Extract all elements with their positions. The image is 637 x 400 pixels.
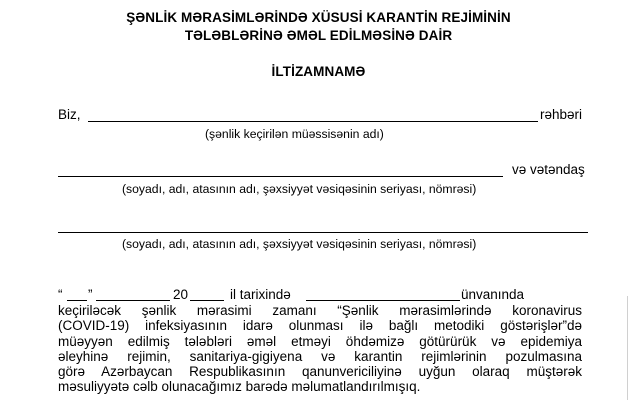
date-close-quote: ” bbox=[88, 287, 93, 302]
commitment-paragraph bbox=[58, 303, 582, 395]
paragraph-line: məsuliyyətə cəlb olunacağımız barədə məlumatlandırılmışıq. bbox=[58, 379, 421, 395]
paragraph-line: görə Azərbaycan Respublikasının qanunvericiliyinə uyğun olaraq müştərək bbox=[58, 364, 582, 380]
institution-name-caption: (şənlik keçirilən müəssisənin adı) bbox=[205, 127, 384, 141]
day-blank[interactable] bbox=[67, 300, 87, 301]
paragraph-line: (COVID-19) infeksiyasının idarə olunması ilə bağlı metodiki göstərişlər”də bbox=[58, 318, 582, 334]
paragraph-line: müəyyən edilmiş tələbləri əməl etməyi öhdəmizə götürürük və epidemiya bbox=[58, 333, 582, 349]
title-line-1: ŞƏNLİK MƏRASİMLƏRİNDƏ XÜSUSİ KARANTİN REJİMİNİN bbox=[126, 10, 511, 25]
citizen2-caption: (soyadı, adı, atasının adı, şəxsiyyət vəsiqəsinin seriyası, nömrəsi) bbox=[122, 237, 477, 251]
address-label: ünvanında bbox=[461, 287, 525, 302]
date-after-year: il tarixində bbox=[230, 287, 291, 302]
date-open-quote: “ bbox=[58, 287, 63, 302]
address-blank[interactable] bbox=[306, 300, 460, 301]
year-blank[interactable] bbox=[190, 300, 224, 301]
year-prefix: 20 bbox=[173, 287, 189, 302]
institution-name-blank[interactable] bbox=[88, 121, 538, 122]
row1-prefix: Biz, bbox=[58, 107, 81, 122]
citizen1-blank[interactable] bbox=[58, 176, 503, 177]
row2-suffix: və vətəndaş bbox=[512, 162, 585, 177]
document-type-heading: İLTİZAMNAMƏ bbox=[271, 64, 366, 79]
paragraph-line: əleyhinə rejimin, sanitariya-gigiyena və karantin rejimlərinin pozulmasına bbox=[58, 348, 582, 364]
citizen1-caption: (soyadı, adı, atasının adı, şəxsiyyət vəsiqəsinin seriyası, nömrəsi) bbox=[122, 182, 477, 196]
row1-suffix: rəhbəri bbox=[540, 107, 583, 122]
paragraph-line: keçiriləcək şənlik mərasimi zamanı “Şənlik mərasimlərində koronavirus bbox=[58, 303, 582, 318]
month-blank[interactable] bbox=[96, 300, 170, 301]
page-edge-divider bbox=[627, 296, 628, 400]
citizen2-blank[interactable] bbox=[58, 232, 588, 233]
title-line-2: TƏLƏBLƏRİNƏ ƏMƏL EDİLMƏSİNƏ DAİR bbox=[184, 28, 453, 43]
